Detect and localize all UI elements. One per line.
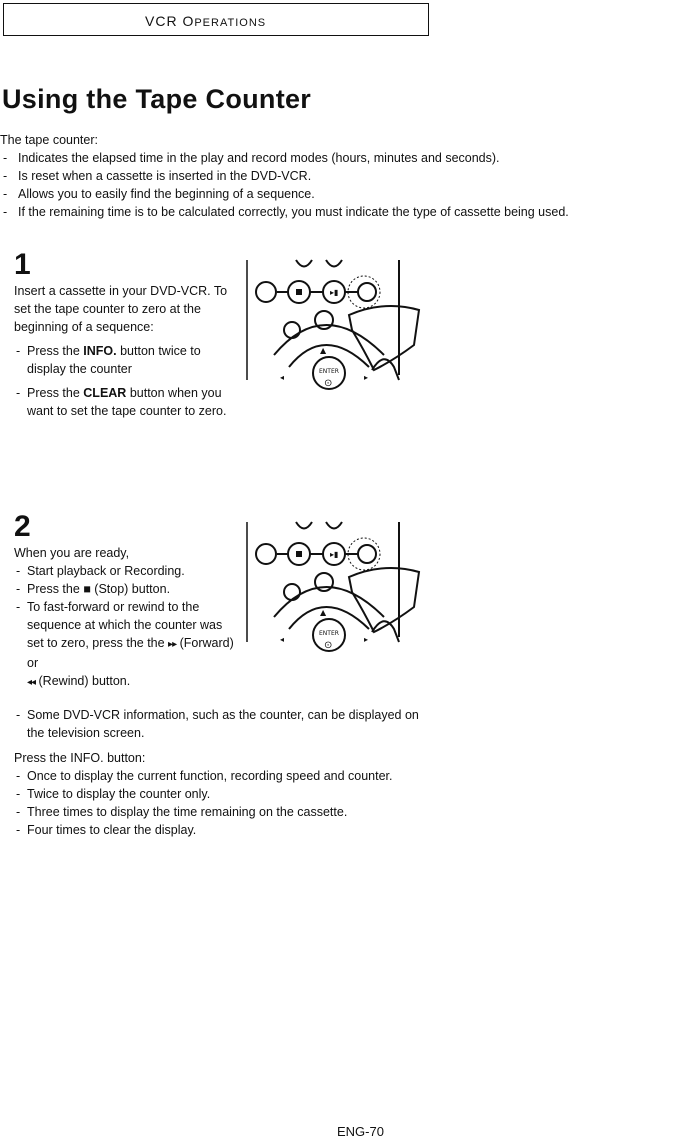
play-icon: ▸▮ bbox=[330, 288, 339, 297]
clear-button bbox=[315, 573, 333, 591]
top-button-arc bbox=[326, 522, 342, 529]
stop-square-icon bbox=[296, 551, 302, 557]
top-button-arc bbox=[296, 260, 312, 267]
right-arrow-icon: ▸ bbox=[364, 373, 369, 382]
rewind-button bbox=[256, 544, 276, 564]
step-2-list bbox=[14, 562, 239, 692]
remote-control-diagram bbox=[244, 255, 424, 395]
step-2-lead: When you are ready, bbox=[14, 546, 130, 560]
step-1-number: 1 bbox=[14, 248, 31, 281]
clear-button-label: CLEAR bbox=[83, 386, 127, 400]
up-arrow-icon: ▲ bbox=[320, 346, 327, 355]
forward-button bbox=[358, 545, 376, 563]
enter-symbol: ⊙ bbox=[324, 378, 333, 389]
info-button bbox=[284, 584, 300, 600]
page-title: Using the Tape Counter bbox=[2, 84, 312, 114]
up-arrow-icon: ▲ bbox=[320, 608, 327, 617]
remote-illustration-1 bbox=[244, 255, 424, 395]
dpad-outer-arc bbox=[274, 587, 384, 617]
top-button-arc bbox=[326, 260, 342, 267]
list-item: - If the remaining time is to be calculated correctly, you must indicate the type of cassette being used. bbox=[0, 203, 678, 221]
list-item: - Some DVD-VCR information, such as the counter, can be displayed on the television screen. bbox=[14, 706, 434, 742]
list-item: - Is reset when a cassette is inserted in the DVD-VCR. bbox=[0, 167, 678, 185]
remote-control-diagram bbox=[244, 517, 424, 657]
enter-label: ENTER bbox=[319, 368, 339, 375]
list-item: - Four times to clear the display. bbox=[14, 821, 434, 839]
section-header-box bbox=[3, 3, 429, 36]
list-item: - Allows you to easily find the beginning of a sequence. bbox=[0, 185, 678, 203]
step-2-number: 2 bbox=[14, 510, 31, 543]
list-item: - Three times to display the time remaining on the cassette. bbox=[14, 803, 434, 821]
intro-list bbox=[0, 149, 678, 221]
clear-button bbox=[315, 311, 333, 329]
info-button-label: INFO. bbox=[83, 344, 117, 358]
list-item: - Press the ■ (Stop) button. bbox=[14, 580, 239, 598]
step-1-list bbox=[14, 342, 234, 420]
step-2-text bbox=[14, 544, 239, 692]
list-item: - Indicates the elapsed time in the play and record modes (hours, minutes and seconds). bbox=[0, 149, 678, 167]
list-item: - Start playback or Recording. bbox=[14, 562, 239, 580]
finger-shape bbox=[349, 306, 419, 370]
info-section-lead: Press the INFO. button: bbox=[14, 751, 146, 765]
top-button-arc bbox=[296, 522, 312, 529]
list-item: - Press the INFO. button twice to display the counter bbox=[14, 342, 234, 378]
left-arrow-icon: ◂ bbox=[280, 373, 285, 382]
info-note bbox=[14, 706, 434, 742]
list-item: - To fast-forward or rewind to the sequence at which the counter was set to zero, press the the ▸▸ (Forward) or ◂◂ (Rewind) button. bbox=[14, 598, 239, 692]
forward-icon: ▸▸ bbox=[168, 639, 177, 650]
rewind-icon: ◂◂ bbox=[27, 677, 36, 688]
play-icon: ▸▮ bbox=[330, 550, 339, 559]
list-item: - Twice to display the counter only. bbox=[14, 785, 434, 803]
list-item: - Press the CLEAR button when you want to set the tape counter to zero. bbox=[14, 384, 234, 420]
info-section-list bbox=[14, 767, 434, 839]
step-1-text bbox=[14, 282, 234, 420]
remote-illustration-2 bbox=[244, 517, 424, 657]
page-number: ENG-70 bbox=[337, 1124, 384, 1139]
intro-section bbox=[0, 131, 678, 221]
info-button-section bbox=[14, 749, 434, 839]
rewind-button bbox=[256, 282, 276, 302]
list-item: - Once to display the current function, recording speed and counter. bbox=[14, 767, 434, 785]
stop-square-icon bbox=[296, 289, 302, 295]
dpad-outer-arc bbox=[274, 325, 384, 355]
section-label: VCR OPERATIONS bbox=[145, 13, 267, 29]
forward-button bbox=[358, 283, 376, 301]
enter-symbol: ⊙ bbox=[324, 640, 333, 651]
intro-lead: The tape counter: bbox=[0, 133, 98, 147]
left-arrow-icon: ◂ bbox=[280, 635, 285, 644]
right-arrow-icon: ▸ bbox=[364, 635, 369, 644]
enter-label: ENTER bbox=[319, 630, 339, 637]
info-button bbox=[284, 322, 300, 338]
step-1-lead: Insert a cassette in your DVD-VCR. To set the tape counter to zero at the beginning of a sequence: bbox=[14, 284, 228, 334]
finger-shape bbox=[349, 568, 419, 632]
